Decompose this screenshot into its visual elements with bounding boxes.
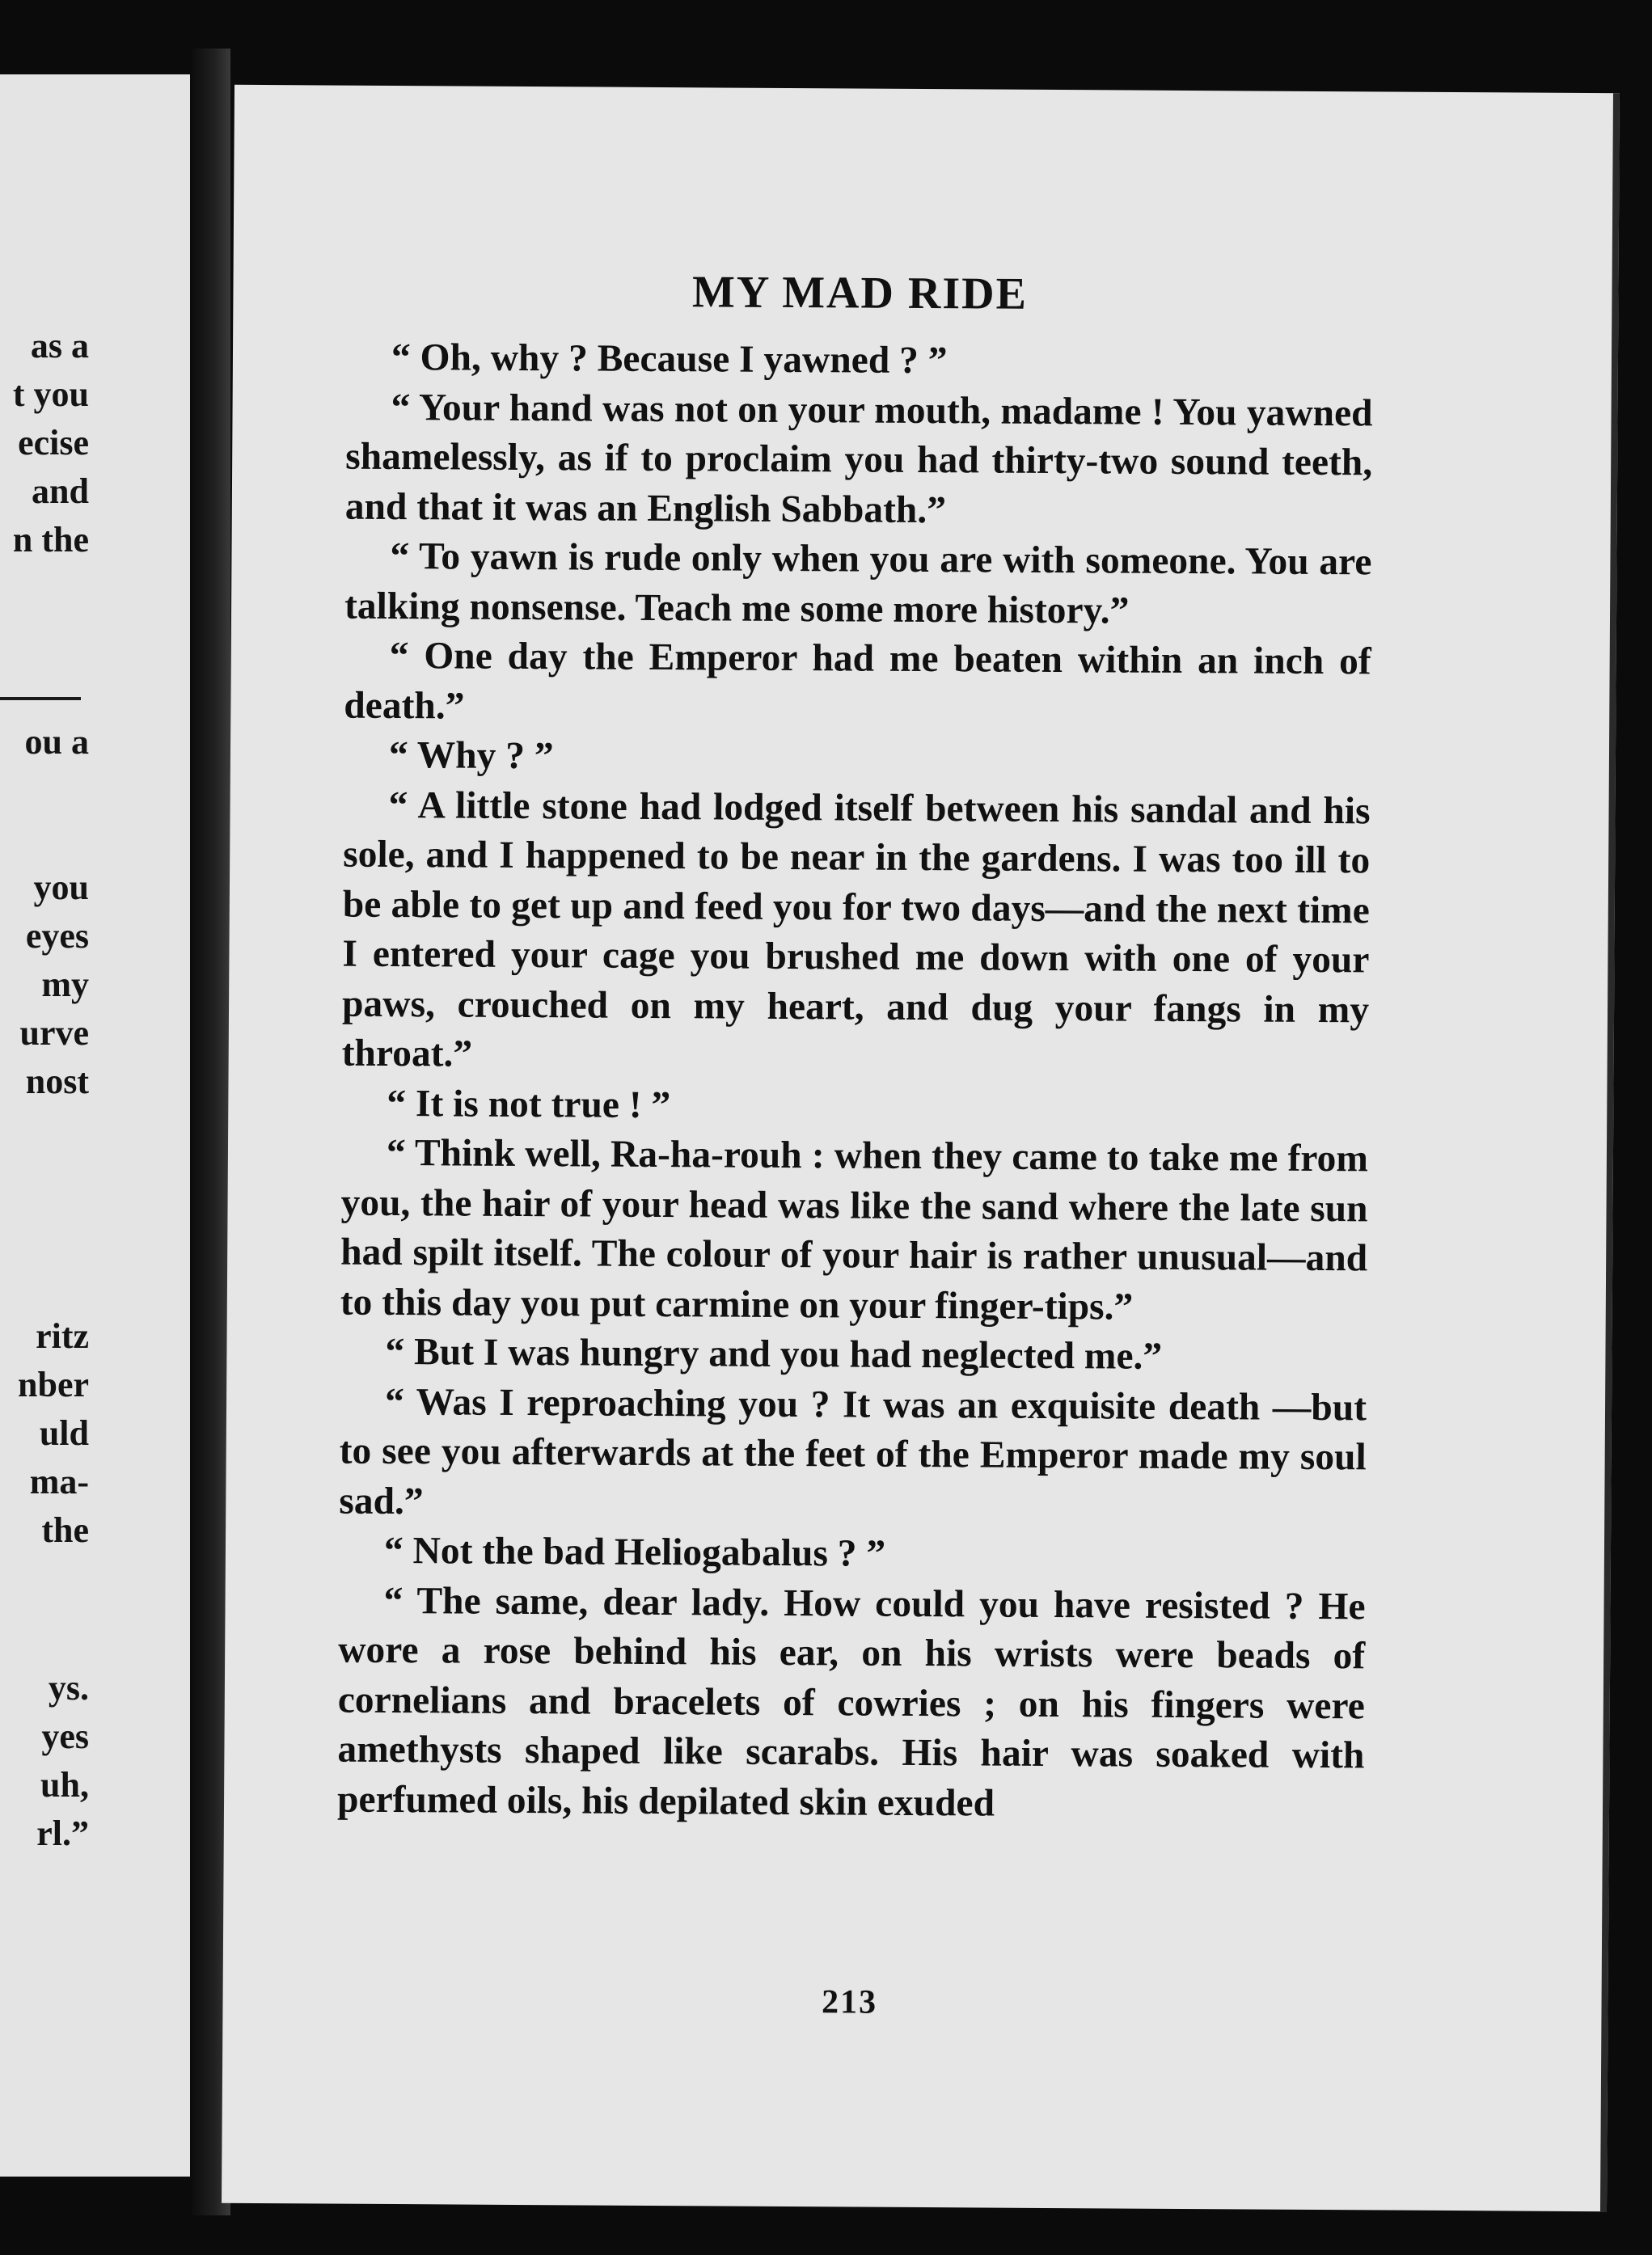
left-line-fragment: nost bbox=[25, 1062, 89, 1101]
left-line-fragment: eyes bbox=[25, 916, 89, 956]
left-line-fragment: t you bbox=[12, 374, 89, 414]
paragraph: “ Was I reproaching you ? It was an exquisite death —but to see you afterwards at the feet of the Emperor made my soul sad.” bbox=[339, 1380, 1367, 1522]
running-head: MY MAD RIDE bbox=[691, 267, 1029, 319]
left-facing-page bbox=[0, 74, 195, 2177]
left-line-fragment: ecise bbox=[18, 423, 89, 462]
paragraph: “ Think well, Ra-ha-rouh : when they came to take me from you, the hair of your head was like the sand where the late sun had spilt itself. The colour of your hair is rather unusual—and to this day you put carmine on your finger-tips.” bbox=[340, 1131, 1369, 1328]
right-page bbox=[222, 85, 1620, 2211]
paragraph: “ To yawn is rude only when you are with someone. You are talking nonsense. Teach me some more history.” bbox=[344, 534, 1372, 632]
paragraph: “ Oh, why ? Because I yawned ? ” bbox=[391, 336, 948, 382]
left-line-fragment: ritz bbox=[36, 1316, 89, 1356]
left-line-fragment: urve bbox=[19, 1013, 89, 1053]
page-number: 213 bbox=[821, 1983, 878, 2021]
body-text bbox=[337, 333, 1373, 1831]
paragraph: “ The same, dear lady. How could you have resisted ? He wore a rose behind his ear, on his wrists were beads of cornelians and bracelets of cowries ; on his fingers were amethysts shaped like scarabs. His hair was soaked with perfumed oils, his depilated skin exuded bbox=[336, 1579, 1366, 1825]
paragraph: “ A little stone had lodged itself between his sandal and his sole, and I happened to be near in the gardens. I was too ill to be able to get up and feed you for two days—and the next time I entered your cage you brushed me down with one of your paws, crouched on my heart, and dug your fangs in my throat.” bbox=[341, 783, 1371, 1075]
page-text-block bbox=[336, 262, 1374, 2021]
left-line-fragment: you bbox=[33, 868, 89, 907]
left-line-fragment: as a bbox=[30, 326, 89, 365]
left-line-fragment: and bbox=[32, 471, 89, 511]
left-line-fragment: uh, bbox=[40, 1765, 89, 1805]
paragraph: “ It is not true ! ” bbox=[387, 1082, 671, 1126]
paragraph: “ One day the Emperor had me beaten within an inch of death.” bbox=[344, 634, 1371, 728]
left-line-fragment: yes bbox=[41, 1717, 89, 1756]
paragraph: “ Not the bad Heliogabalus ? ” bbox=[383, 1529, 886, 1575]
paragraph: “ Your hand was not on your mouth, madame ! You yawned shamelessly, as if to proclaim you had thirty-two sound teeth, and that it was an English Sabbath.” bbox=[344, 386, 1373, 531]
paragraph: “ But I was hungry and you had neglected me.” bbox=[385, 1330, 1163, 1378]
left-line-fragment: ys. bbox=[48, 1668, 89, 1708]
left-line-fragment: n the bbox=[12, 520, 89, 560]
left-line-fragment: ma- bbox=[29, 1462, 89, 1501]
paragraph: “ Why ? ” bbox=[388, 733, 554, 778]
left-line-fragment: ou a bbox=[24, 722, 89, 762]
left-line-fragment: nber bbox=[18, 1365, 89, 1404]
left-line-fragment: the bbox=[41, 1510, 89, 1550]
left-page-divider-rule bbox=[0, 697, 81, 700]
left-line-fragment: rl.” bbox=[36, 1814, 89, 1853]
left-line-fragment: uld bbox=[39, 1413, 89, 1453]
left-line-fragment: my bbox=[41, 965, 89, 1004]
